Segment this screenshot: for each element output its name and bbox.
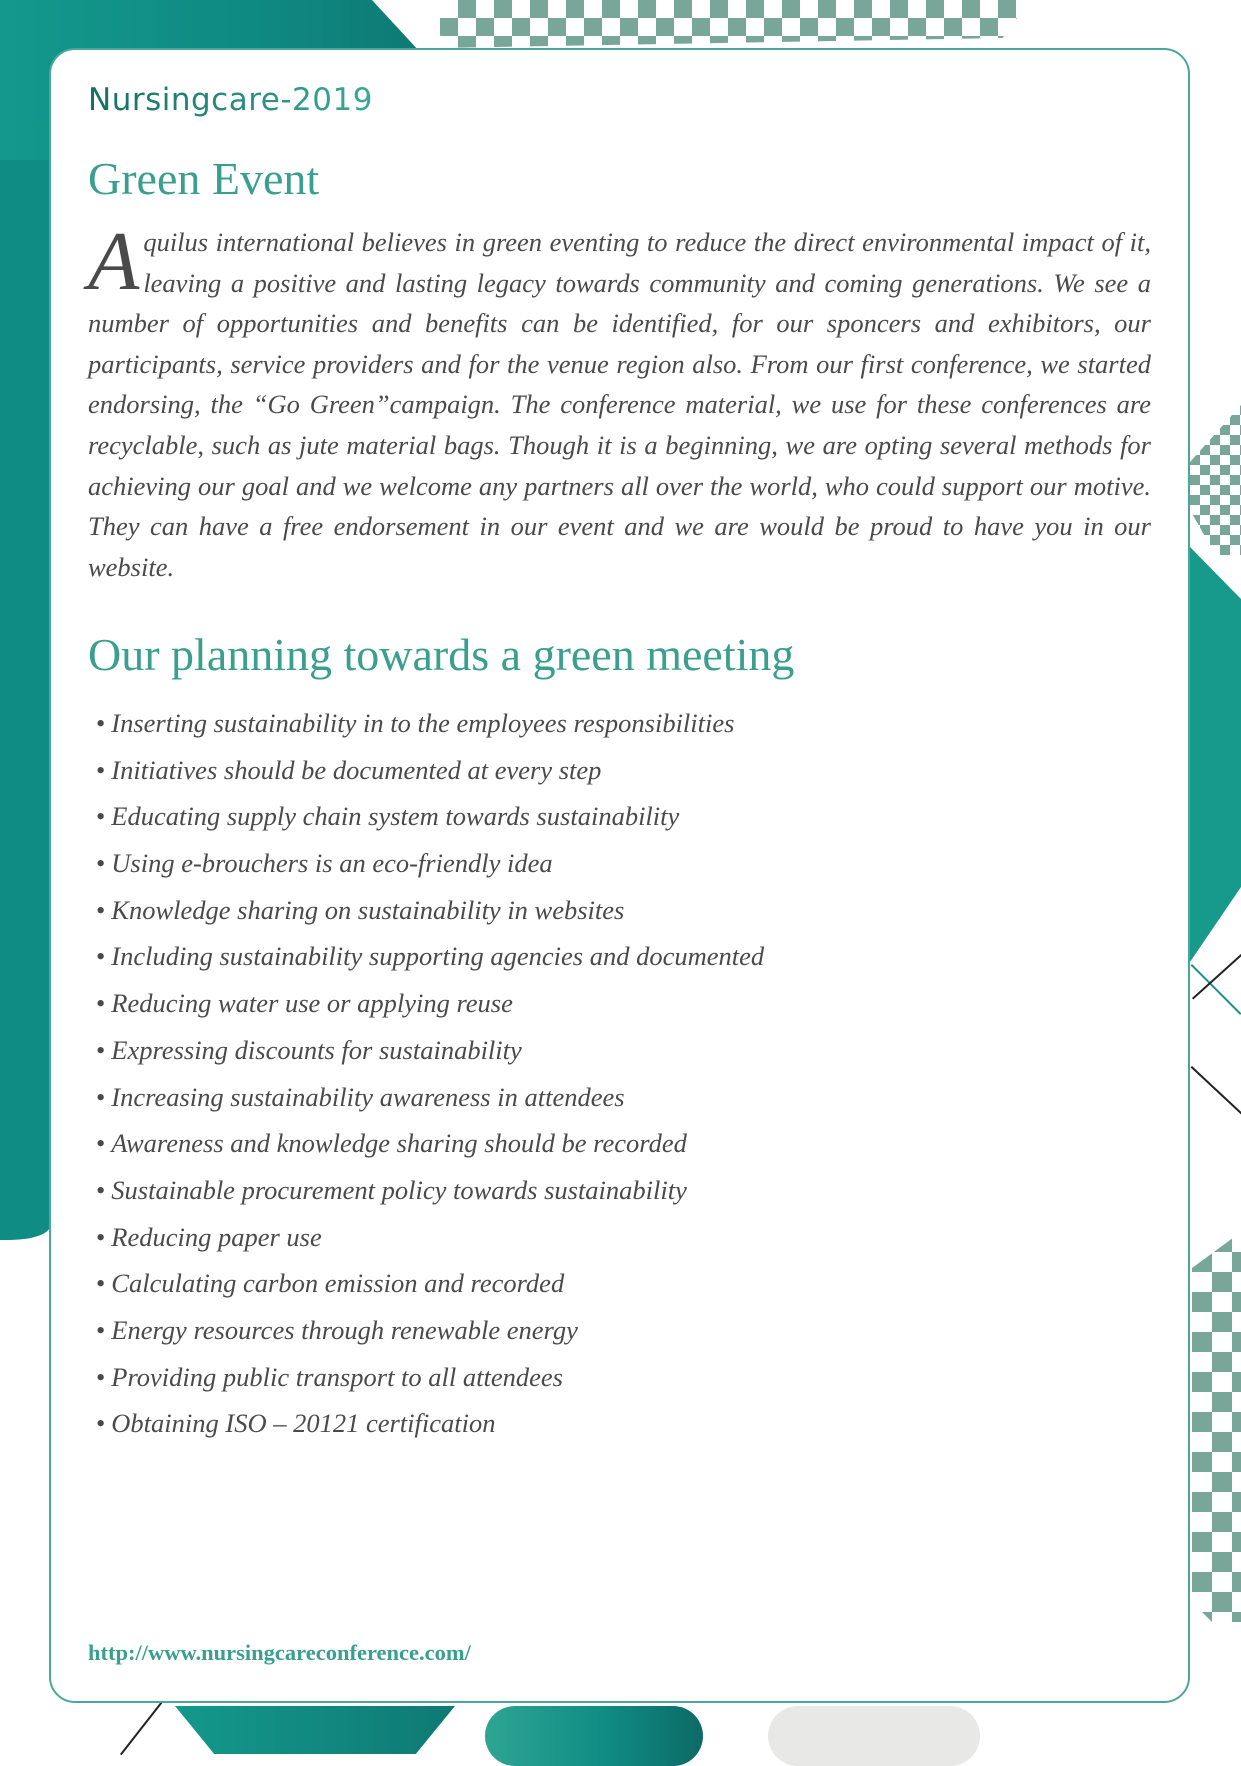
list-item-text: Initiatives should be documented at every step [111,754,602,785]
list-item [96,887,764,934]
bullet-icon: • [96,1174,106,1205]
bottom-teal-pill [485,1706,703,1766]
website-link[interactable]: http://www.nursingcareconference.com/ [88,1640,471,1665]
bullet-icon: • [96,848,106,879]
bullet-icon: • [96,988,106,1019]
bullet-icon: • [96,1081,106,1112]
right-checker-pattern-lower [1192,1232,1241,1622]
list-item-text: Using e-brouchers is an eco-friendly idea [111,848,553,879]
right-teal-band [1190,547,1241,967]
bottom-teal-trapezoid [175,1706,455,1754]
bullet-icon: • [96,801,106,832]
list-item [96,1167,764,1214]
bullet-icon: • [96,1314,106,1345]
list-item [96,840,764,887]
section-title-green-event: Green Event [88,153,320,204]
decor-line-black-2 [1191,1066,1241,1115]
list-item [96,747,764,794]
list-item [96,1354,764,1401]
list-item [96,1214,764,1261]
list-item [96,980,764,1027]
list-item-text: Sustainable procurement policy towards sustainability [111,1174,687,1205]
list-item [96,1260,764,1307]
list-item-text: Reducing water use or applying reuse [111,988,513,1019]
list-item-text: Energy resources through renewable energy [111,1314,578,1345]
bullet-icon: • [96,1268,106,1299]
list-item-text: Calculating carbon emission and recorded [111,1268,565,1299]
list-item [96,700,764,747]
bullet-icon: • [96,1034,106,1065]
section-title-planning: Our planning towards a green meeting [88,629,795,680]
list-item-text: Increasing sustainability awareness in attendees [111,1081,625,1112]
bullet-icon: • [96,1361,106,1392]
bullet-icon: • [96,708,106,738]
bullet-icon: • [96,941,106,972]
list-item [96,1307,764,1354]
right-checker-pattern-upper [1190,405,1241,555]
list-item [96,1400,764,1447]
bullet-icon: • [96,1128,106,1159]
list-item-text: Knowledge sharing on sustainability in websites [111,894,625,925]
list-item [96,1027,764,1074]
left-teal-band [0,0,50,1240]
list-item-text: Awareness and knowledge sharing should be recorded [111,1128,687,1159]
list-item [96,1074,764,1121]
decor-line-teal [1191,964,1241,1015]
list-item [96,793,764,840]
bottom-grey-pill [768,1706,980,1766]
drop-cap: A [88,215,140,308]
list-item-text: Providing public transport to all attendees [111,1361,563,1392]
paragraph-text: quilus international believes in green eventing to reduce the direct environmental impact of it, leaving a positive and lasting legacy towards community and coming generations. We see a number of opportunities and benefits can be identified, for our sponcers and exhibitors, our participants, service providers and for the venue region also. From our first conference, we started endorsing, the “Go Green”campaign. The conference material, we use for these conferences are recyclable, such as jute material bags. Though it is a beginning, we are opting several methods for achieving our goal and we welcome any partners all over the world, who could support our motive. They can have a free endorsement in our event and we are would be proud to have you in our website. [88,227,1151,582]
bullet-icon: • [96,754,106,785]
decor-line-black-bottom [120,1699,165,1755]
list-item [96,933,764,980]
top-checker-pattern [440,0,1020,48]
list-item-text: Inserting sustainability in to the employees responsibilities [111,708,735,738]
list-item-text: Including sustainability supporting agencies and documented [111,941,765,972]
bullet-icon: • [96,1221,106,1252]
green-event-paragraph [88,215,1151,587]
list-item-text: Obtaining ISO – 20121 certification [111,1408,496,1439]
bullet-icon: • [96,894,106,925]
list-item [96,1120,764,1167]
list-item-text: Reducing paper use [111,1221,322,1252]
list-item-text: Expressing discounts for sustainability [111,1034,522,1065]
brand-title: Nursingcare-2019 [88,82,373,118]
planning-list [96,700,764,1447]
bullet-icon: • [96,1408,106,1439]
list-item-text: Educating supply chain system towards sustainability [111,801,680,832]
